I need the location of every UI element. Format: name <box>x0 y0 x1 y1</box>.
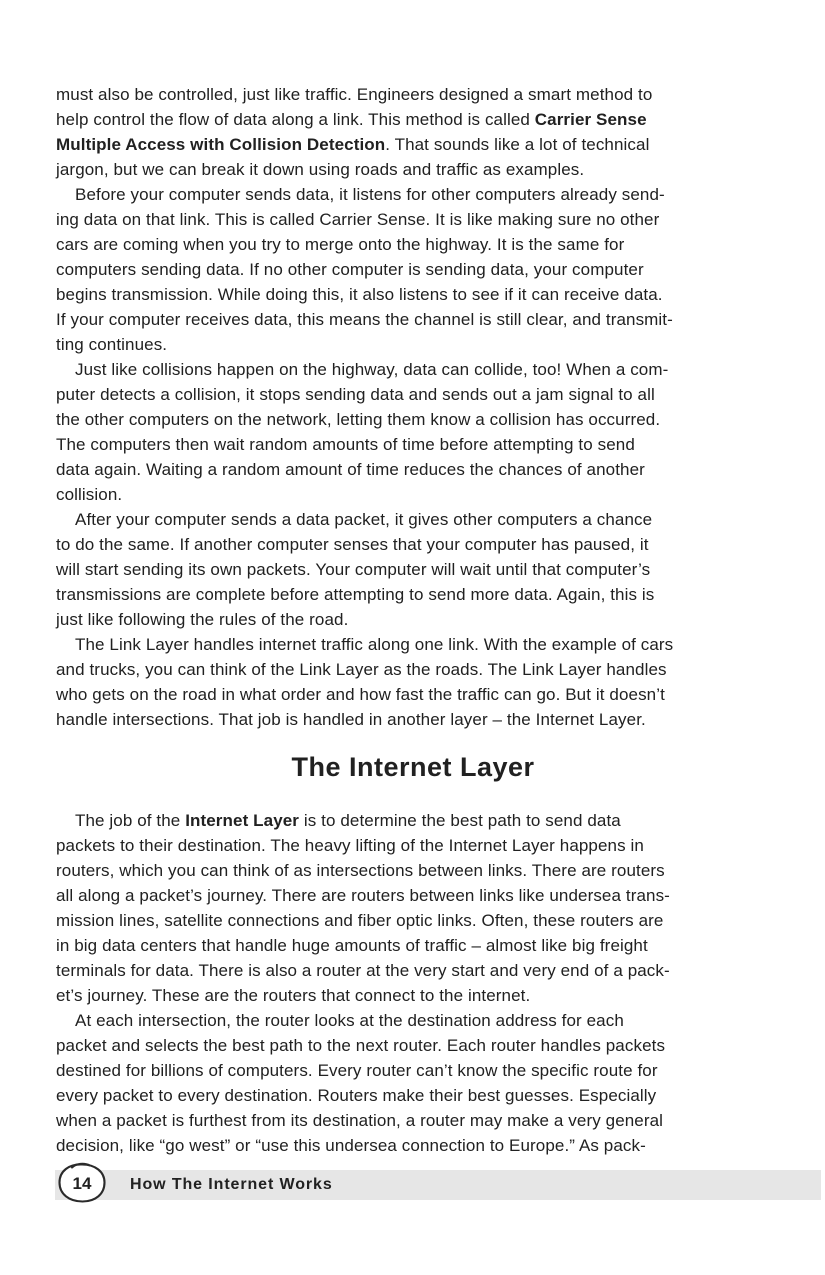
paragraph <box>56 808 770 1008</box>
paragraph <box>56 82 770 182</box>
page-number: 14 <box>72 1174 92 1193</box>
text-line: The job of the Internet Layer is to determine the best path to send data <box>75 811 621 830</box>
page-number-badge <box>56 1161 108 1205</box>
text-line: et’s journey. These are the routers that connect to the internet. <box>56 986 531 1005</box>
text-line: ing data on that link. This is called Carrier Sense. It is like making sure no other <box>56 210 660 229</box>
text-line: The computers then wait random amounts of time before attempting to send <box>56 435 635 454</box>
text-line: ting continues. <box>56 335 168 354</box>
text-line: decision, like “go west” or “use this undersea connection to Europe.” As pack- <box>56 1136 646 1155</box>
text-line: handle intersections. That job is handled in another layer – the Internet Layer. <box>56 710 646 729</box>
section-heading: The Internet Layer <box>291 752 535 782</box>
text-line: when a packet is furthest from its destination, a router may make a very general <box>56 1111 664 1130</box>
text-line: who gets on the road in what order and how fast the traffic can go. But it doesn’t <box>56 685 665 704</box>
text-line: will start sending its own packets. Your computer will wait until that computer’s <box>56 560 651 579</box>
text-line: Just like collisions happen on the highway, data can collide, too! When a com- <box>75 360 669 379</box>
text-line: help control the flow of data along a link. This method is called Carrier Sense <box>56 110 647 129</box>
text-line: At each intersection, the router looks at the destination address for each <box>75 1011 624 1030</box>
text-line: After your computer sends a data packet, it gives other computers a chance <box>75 510 653 529</box>
text-line: collision. <box>56 485 123 504</box>
text-line: destined for billions of computers. Every router can’t know the specific route for <box>56 1061 658 1080</box>
text-line: in big data centers that handle huge amounts of traffic – almost like big freight <box>56 936 648 955</box>
text-line: jargon, but we can break it down using roads and traffic as examples. <box>56 160 585 179</box>
text-line: all along a packet’s journey. There are routers between links like undersea trans- <box>56 886 670 905</box>
paragraph <box>56 632 770 732</box>
body-text <box>56 82 770 1158</box>
text-line: The Link Layer handles internet traffic along one link. With the example of cars <box>75 635 674 654</box>
paragraph <box>56 507 770 632</box>
text-line: transmissions are complete before attempting to send more data. Again, this is <box>56 585 655 604</box>
text-line: every packet to every destination. Routers make their best guesses. Especially <box>56 1086 657 1105</box>
footer-book-title: How The Internet Works <box>130 1176 333 1193</box>
text-line: Before your computer sends data, it listens for other computers already send- <box>75 185 665 204</box>
text-line: Multiple Access with Collision Detection. That sounds like a lot of technical <box>56 135 650 154</box>
text-line: cars are coming when you try to merge onto the highway. It is the same for <box>56 235 625 254</box>
text-line: mission lines, satellite connections and fiber optic links. Often, these routers are <box>56 911 664 930</box>
text-line: packets to their destination. The heavy lifting of the Internet Layer happens in <box>56 836 644 855</box>
text-line: data again. Waiting a random amount of time reduces the chances of another <box>56 460 645 479</box>
text-line: to do the same. If another computer senses that your computer has paused, it <box>56 535 649 554</box>
paragraph <box>56 357 770 507</box>
text-line: computers sending data. If no other computer is sending data, your computer <box>56 260 644 279</box>
text-line: must also be controlled, just like traffic. Engineers designed a smart method to <box>56 85 653 104</box>
text-line: routers, which you can think of as intersections between links. There are routers <box>56 861 665 880</box>
text-line: begins transmission. While doing this, it also listens to see if it can receive data. <box>56 285 663 304</box>
text-line: terminals for data. There is also a router at the very start and very end of a pack- <box>56 961 670 980</box>
text-line: packet and selects the best path to the next router. Each router handles packets <box>56 1036 666 1055</box>
text-line: puter detects a collision, it stops sending data and sends out a jam signal to all <box>56 385 655 404</box>
text-line: the other computers on the network, letting them know a collision has occurred. <box>56 410 661 429</box>
paragraph <box>56 182 770 357</box>
text-line: If your computer receives data, this means the channel is still clear, and transmit- <box>56 310 673 329</box>
text-line: and trucks, you can think of the Link Layer as the roads. The Link Layer handles <box>56 660 667 679</box>
paragraph <box>56 1008 770 1158</box>
text-line: just like following the rules of the road. <box>56 610 349 629</box>
